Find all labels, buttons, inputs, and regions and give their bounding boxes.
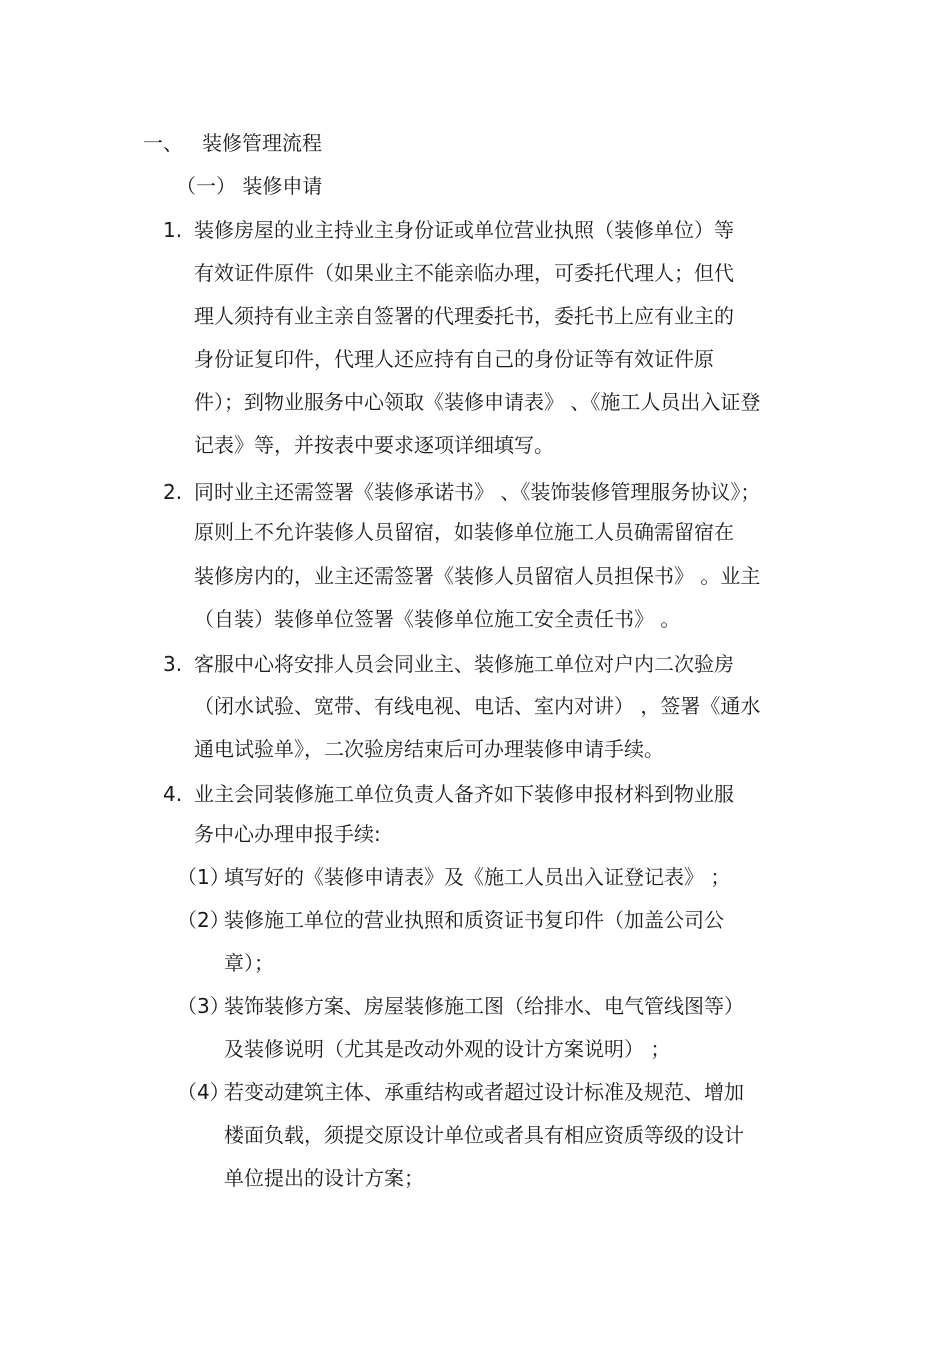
item-line: 身份证复印件，代理人还应持有自己的身份证等有效证件原 (194, 347, 714, 371)
subitem-line: 装饰装修方案、房屋装修施工图（给排水、电气管线图等） (224, 994, 744, 1018)
section-number: 一、 (143, 131, 183, 155)
subsection-title: （一） 装修申请 (176, 174, 323, 198)
item-number: 2. (163, 480, 183, 504)
item-line: （闭水试验、宽带、有线电视、电话、室内对讲） ，签署《通水 (194, 694, 761, 718)
section-title: 装修管理流程 (202, 131, 322, 155)
item-line: 客服中心将安排人员会同业主、装修施工单位对户内二次验房 (194, 652, 734, 676)
subitem-line: 楼面负载，须提交原设计单位或者具有相应资质等级的设计 (224, 1123, 744, 1147)
item-number: 4. (163, 782, 183, 806)
subitem-line: 装修施工单位的营业执照和质资证书复印件（加盖公司公 (224, 908, 724, 932)
item-line: 同时业主还需签署《装修承诺书》 、《装饰装修管理服务协议》； (194, 480, 761, 504)
subitem-number: （4） (177, 1080, 230, 1104)
item-line: 有效证件原件（如果业主不能亲临办理，可委托代理人；但代 (194, 261, 734, 285)
subitem-line: 章）； (224, 951, 274, 975)
item-line: 记表》等，并按表中要求逐项详细填写。 (194, 433, 554, 457)
item-line: 装修房内的，业主还需签署《装修人员留宿人员担保书》 。业主 (194, 564, 761, 588)
item-line: 原则上不允许装修人员留宿，如装修单位施工人员确需留宿在 (194, 520, 734, 544)
item-line: 理人须持有业主亲自签署的代理委托书，委托书上应有业主的 (194, 304, 734, 328)
subitem-number: （2） (177, 908, 230, 932)
item-number: 1. (163, 218, 183, 242)
subitem-number: （1） (177, 865, 230, 889)
subitem-number: （3） (177, 994, 230, 1018)
item-line: 通电试验单》，二次验房结束后可办理装修申请手续。 (194, 737, 664, 761)
item-line: 务中心办理申报手续: (194, 822, 381, 846)
subitem-line: 及装修说明（尤其是改动外观的设计方案说明） ； (224, 1037, 671, 1061)
item-line: 业主会同装修施工单位负责人备齐如下装修申报材料到物业服 (194, 782, 734, 806)
item-number: 3. (163, 652, 183, 676)
item-line: 件）；到物业服务中心领取《装修申请表》 、《施工人员出入证登 (194, 390, 761, 414)
item-line: 装修房屋的业主持业主身份证或单位营业执照（装修单位）等 (194, 218, 734, 242)
subitem-line: 若变动建筑主体、承重结构或者超过设计标准及规范、增加 (224, 1080, 744, 1104)
item-line: （自装）装修单位签署《装修单位施工安全责任书》 。 (194, 607, 681, 631)
subitem-line: 填写好的《装修申请表》及《施工人员出入证登记表》 ； (224, 865, 731, 889)
subitem-line: 单位提出的设计方案； (224, 1166, 424, 1190)
